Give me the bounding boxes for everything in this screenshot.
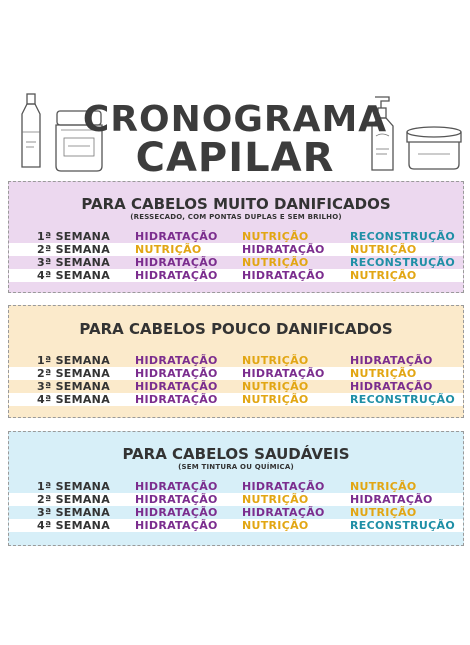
section-saudaveis [8, 431, 464, 546]
treatment-1: HIDRATAÇÃO [135, 493, 218, 506]
week-label: 3ª SEMANA [37, 380, 111, 393]
treatment-3: NUTRIÇÃO [350, 269, 417, 282]
table-row [9, 256, 463, 269]
week-label: 1ª SEMANA [37, 480, 111, 493]
section-subtitle: (SEM TINTURA OU QUÍMICA) [178, 463, 294, 471]
treatment-2: NUTRIÇÃO [242, 354, 309, 367]
table-row [9, 354, 463, 367]
treatment-2: NUTRIÇÃO [242, 493, 309, 506]
week-label: 4ª SEMANA [37, 393, 111, 406]
treatment-3: RECONSTRUÇÃO [350, 393, 455, 406]
treatment-1: HIDRATAÇÃO [135, 256, 218, 269]
treatment-3: HIDRATAÇÃO [350, 354, 433, 367]
treatment-1: HIDRATAÇÃO [135, 480, 218, 493]
table-row [9, 230, 463, 243]
treatment-3: NUTRIÇÃO [350, 480, 417, 493]
treatment-3: NUTRIÇÃO [350, 243, 417, 256]
table-row [9, 493, 463, 506]
section-title: PARA CABELOS POUCO DANIFICADOS [79, 320, 393, 338]
table-row [9, 393, 463, 406]
treatment-3: HIDRATAÇÃO [350, 380, 433, 393]
week-label: 4ª SEMANA [37, 269, 111, 282]
treatment-1: HIDRATAÇÃO [135, 269, 218, 282]
treatment-3: HIDRATAÇÃO [350, 493, 433, 506]
treatment-2: NUTRIÇÃO [242, 393, 309, 406]
treatment-1: HIDRATAÇÃO [135, 393, 218, 406]
section-title: PARA CABELOS SAUDÁVEIS [122, 445, 350, 463]
treatment-1: HIDRATAÇÃO [135, 354, 218, 367]
table-row [9, 480, 463, 493]
section-pouco-danificados [8, 305, 464, 418]
page-title-line1: CRONOGRAMA [82, 99, 388, 140]
treatment-1: HIDRATAÇÃO [135, 230, 218, 243]
treatment-1: HIDRATAÇÃO [135, 367, 218, 380]
table-row [9, 506, 463, 519]
section-title: PARA CABELOS MUITO DANIFICADOS [81, 195, 391, 213]
treatment-2: HIDRATAÇÃO [242, 269, 325, 282]
week-label: 4ª SEMANA [37, 519, 111, 532]
treatment-3: RECONSTRUÇÃO [350, 230, 455, 243]
table-row [9, 519, 463, 532]
treatment-3: NUTRIÇÃO [350, 367, 417, 380]
week-label: 3ª SEMANA [37, 506, 111, 519]
week-label: 2ª SEMANA [37, 243, 111, 256]
treatment-2: HIDRATAÇÃO [242, 367, 325, 380]
week-label: 1ª SEMANA [37, 354, 111, 367]
week-label: 1ª SEMANA [37, 230, 111, 243]
treatment-2: HIDRATAÇÃO [242, 480, 325, 493]
page-title-line2: CAPILAR [135, 135, 335, 181]
treatment-2: HIDRATAÇÃO [242, 243, 325, 256]
treatment-3: RECONSTRUÇÃO [350, 256, 455, 269]
section-muito-danificados [8, 181, 464, 293]
treatment-1: HIDRATAÇÃO [135, 506, 218, 519]
week-label: 2ª SEMANA [37, 493, 111, 506]
table-row [9, 269, 463, 282]
treatment-2: NUTRIÇÃO [242, 230, 309, 243]
treatment-1: HIDRATAÇÃO [135, 519, 218, 532]
table-row [9, 243, 463, 256]
table-row [9, 367, 463, 380]
treatment-2: NUTRIÇÃO [242, 519, 309, 532]
treatment-2: NUTRIÇÃO [242, 380, 309, 393]
header [0, 0, 470, 180]
treatment-1: HIDRATAÇÃO [135, 380, 218, 393]
table-row [9, 380, 463, 393]
treatment-2: NUTRIÇÃO [242, 256, 309, 269]
treatment-2: HIDRATAÇÃO [242, 506, 325, 519]
week-label: 2ª SEMANA [37, 367, 111, 380]
week-label: 3ª SEMANA [37, 256, 111, 269]
treatment-3: RECONSTRUÇÃO [350, 519, 455, 532]
treatment-3: NUTRIÇÃO [350, 506, 417, 519]
treatment-1: NUTRIÇÃO [135, 243, 202, 256]
section-subtitle: (RESSECADO, COM PONTAS DUPLAS E SEM BRILHO) [130, 213, 342, 221]
